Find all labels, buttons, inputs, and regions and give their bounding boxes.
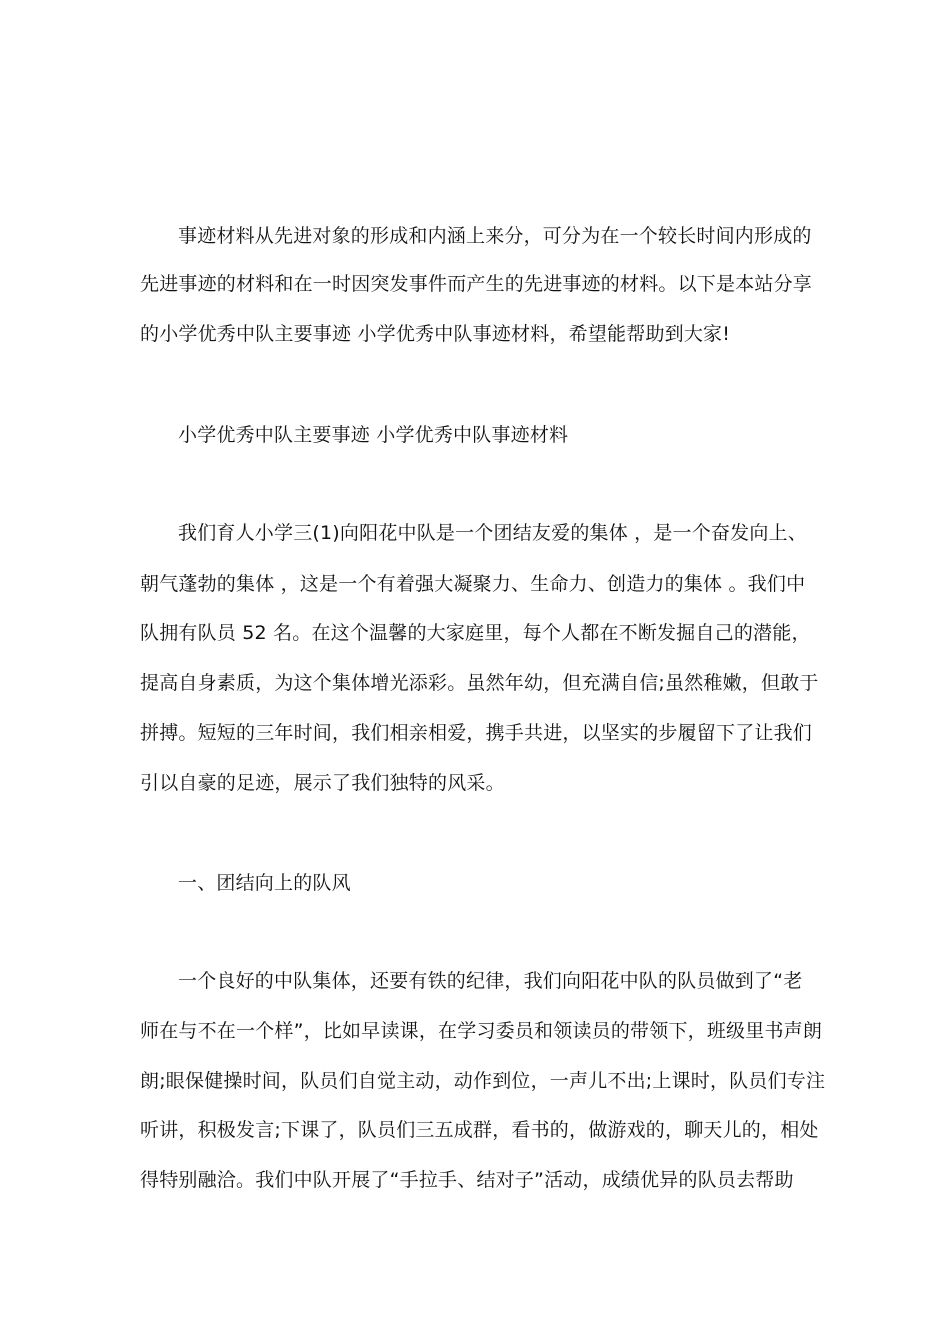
intro-line-2: 先进事迹的材料和在一时因突发事件而产生的先进事迹的材料。以下是本站分享	[140, 273, 813, 295]
paragraph2-line-1: 一个良好的中队集体，还要有铁的纪律，我们向阳花中队的队员做到了“老	[178, 970, 803, 992]
section1-heading: 一、团结向上的队风	[178, 872, 351, 894]
paragraph1-line-3: 队拥有队员 52 名。在这个温馨的大家庭里，每个人都在不断发掘自己的潜能，	[140, 622, 811, 644]
paragraph1-line-4: 提高自身素质，为这个集体增光添彩。虽然年幼，但充满自信;虽然稚嫩，但敢于	[140, 672, 819, 694]
paragraph2-line-4: 听讲，积极发言;下课了，队员们三五成群，看书的，做游戏的，聊天儿的，相处	[140, 1119, 819, 1141]
intro-line-1: 事迹材料从先进对象的形成和内涵上来分，可分为在一个较长时间内形成的	[178, 225, 812, 247]
document-title: 小学优秀中队主要事迹 小学优秀中队事迹材料	[178, 424, 569, 446]
paragraph2-line-3: 朗;眼保健操时间，队员们自觉主动，动作到位，一声儿不出;上课时，队员们专注	[140, 1070, 826, 1092]
paragraph1-line-2: 朝气蓬勃的集体 ，这是一个有着强大凝聚力、生命力、创造力的集体 。我们中	[140, 573, 806, 595]
paragraph1-line-6: 引以自豪的足迹，展示了我们独特的风采。	[140, 772, 505, 794]
intro-line-3: 的小学优秀中队主要事迹 小学优秀中队事迹材料，希望能帮助到大家!	[140, 323, 731, 345]
paragraph2-line-5: 得特别融洽。我们中队开展了“手拉手、结对子”活动，成绩优异的队员去帮助	[140, 1169, 794, 1191]
paragraph2-line-2: 师在与不在一个样”，比如早读课，在学习委员和领读员的带领下，班级里书声朗	[140, 1020, 823, 1042]
paragraph1-line-5: 拼搏。短短的三年时间，我们相亲相爱，携手共进，以坚实的步履留下了让我们	[140, 722, 813, 744]
paragraph1-line-1: 我们育人小学三(1)向阳花中队是一个团结友爱的集体 ，是一个奋发向上、	[178, 522, 807, 544]
